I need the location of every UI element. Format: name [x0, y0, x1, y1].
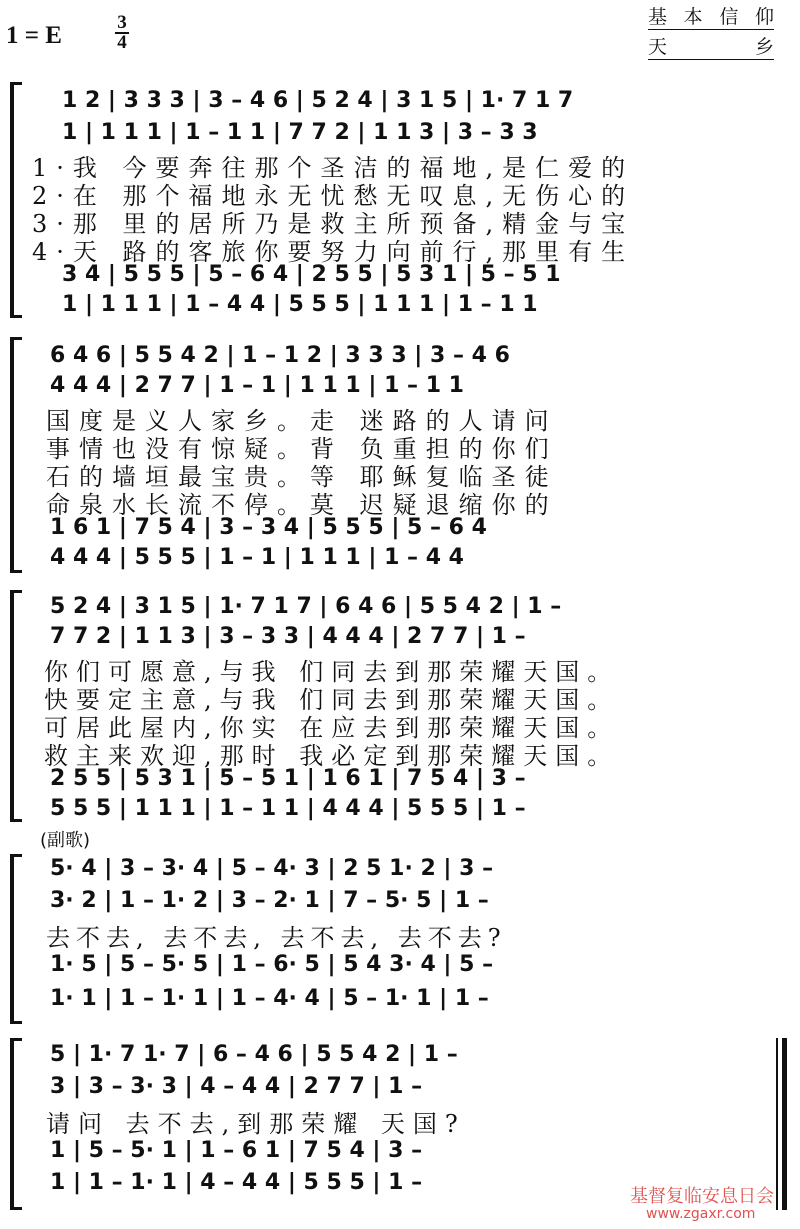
tenor-row: 2 5 5 | 5 3 1 | 5 – 5 1 | 1 6 1 | 7 5 4 | 3 –: [50, 766, 526, 791]
alto-row: 3· 2 | 1 – 1· 2 | 3 – 2· 1 | 7 – 5· 5 | 1 –: [50, 888, 489, 913]
lyric-verse-3: 可居此屋内,你实 在应去到那荣耀天国。: [44, 714, 620, 742]
system-bracket: [10, 854, 21, 1024]
alto-row: 3 | 3 – 3· 3 | 4 – 4 4 | 2 7 7 | 1 –: [50, 1074, 423, 1099]
chorus-label: (副歌): [40, 830, 91, 851]
lyric-verse-2: 2·在 那个福地永无忧愁无叹息,无伤心的: [32, 182, 635, 210]
credit-category: 基本信仰: [648, 6, 774, 28]
final-barline-thick: [782, 1038, 787, 1210]
soprano-row: 1 2 | 3 3 3 | 3 – 4 6 | 5 2 4 | 3 1 5 | 1· 7 1 7: [62, 88, 574, 113]
alto-row: 1 | 1 1 1 | 1 – 1 1 | 7 7 2 | 1 1 3 | 3 – 3 3: [62, 120, 538, 145]
bass-row: 4 4 4 | 5 5 5 | 1 – 1 | 1 1 1 | 1 – 4 4: [50, 545, 464, 570]
alto-row: 7 7 2 | 1 1 3 | 3 – 3 3 | 4 4 4 | 2 7 7 | 1 –: [50, 624, 526, 649]
system-bracket: [10, 1038, 21, 1210]
system-bracket: [10, 590, 21, 822]
tenor-row: 3 4 | 5 5 5 | 5 – 6 4 | 2 5 5 | 5 3 1 | 5 – 5 1: [62, 262, 561, 287]
system-4: [0, 848, 800, 1023]
lyric-verse-3: 3·那 里的居所乃是救主所预备,精金与宝: [32, 210, 635, 238]
lyric-verse-1: 国度是义人家乡。走 迷路的人请问: [46, 407, 558, 435]
final-barline-thin: [776, 1038, 778, 1210]
lyric-verse-2: 快要定主意,与我 们同去到那荣耀天国。: [44, 686, 620, 714]
lyric-verse-4: 命泉水长流不停。莫 迟疑退缩你的: [46, 491, 558, 519]
system-1: [0, 70, 800, 320]
time-signature: [115, 14, 129, 52]
soprano-row: 5 | 1· 7 1· 7 | 6 – 4 6 | 5 5 4 2 | 1 –: [50, 1042, 458, 1067]
lyric-verse-4: 救主来欢迎,那时 我必定到那荣耀天国。: [44, 742, 620, 770]
bass-row: 1 | 1 – 1· 1 | 4 – 4 4 | 5 5 5 | 1 –: [50, 1170, 423, 1195]
soprano-row: 6 4 6 | 5 5 4 2 | 1 – 1 2 | 3 3 3 | 3 – 4 6: [50, 343, 510, 368]
watermark-url: www.zgaxr.com: [646, 1206, 756, 1222]
credit-title: 天乡: [648, 36, 774, 58]
tenor-row: 1 6 1 | 7 5 4 | 3 – 3 4 | 5 5 5 | 5 – 6 4: [50, 515, 487, 540]
watermark-text: 基督复临安息日会: [630, 1186, 774, 1207]
lyric-chorus-end: 请问 去不去,到那荣耀 天国?: [46, 1110, 466, 1138]
soprano-row: 5 2 4 | 3 1 5 | 1· 7 1 7 | 6 4 6 | 5 5 4 2 | 1 –: [50, 594, 562, 619]
system-bracket: [10, 337, 21, 573]
lyric-verse-4: 4·天 路的客旅你要努力向前行,那里有生: [32, 238, 635, 266]
tenor-row: 1· 5 | 5 – 5· 5 | 1 – 6· 5 | 5 4 3· 4 | 5 –: [50, 952, 494, 977]
system-bracket: [10, 82, 21, 318]
lyric-verse-1: 1·我 今要奔往那个圣洁的福地,是仁爱的: [32, 154, 635, 182]
lyric-verse-3: 石的墙垣最宝贵。等 耶稣复临圣徒: [46, 463, 558, 491]
soprano-row: 5· 4 | 3 – 3· 4 | 5 – 4· 3 | 2 5 1· 2 | 3 –: [50, 856, 494, 881]
bass-row: 5 5 5 | 1 1 1 | 1 – 1 1 | 4 4 4 | 5 5 5 | 1 –: [50, 796, 526, 821]
lyric-verse-2: 事情也没有惊疑。背 负重担的你们: [46, 435, 558, 463]
lyric-chorus: 去不去, 去不去, 去不去, 去不去?: [46, 924, 507, 952]
system-2: [0, 325, 800, 575]
lyric-verse-1: 你们可愿意,与我 们同去到那荣耀天国。: [44, 658, 620, 686]
key-signature: 1 = E: [6, 22, 62, 49]
tenor-row: 1 | 5 – 5· 1 | 1 – 6 1 | 7 5 4 | 3 –: [50, 1138, 423, 1163]
system-3: [0, 580, 800, 825]
bass-row: 1 | 1 1 1 | 1 – 4 4 | 5 5 5 | 1 1 1 | 1 – 1 1: [62, 292, 538, 317]
alto-row: 4 4 4 | 2 7 7 | 1 – 1 | 1 1 1 | 1 – 1 1: [50, 373, 464, 398]
time-signature-top: 3: [117, 12, 127, 33]
time-signature-bottom: 4: [117, 32, 127, 53]
bass-row: 1· 1 | 1 – 1· 1 | 1 – 4· 4 | 5 – 1· 1 | 1 –: [50, 986, 489, 1011]
